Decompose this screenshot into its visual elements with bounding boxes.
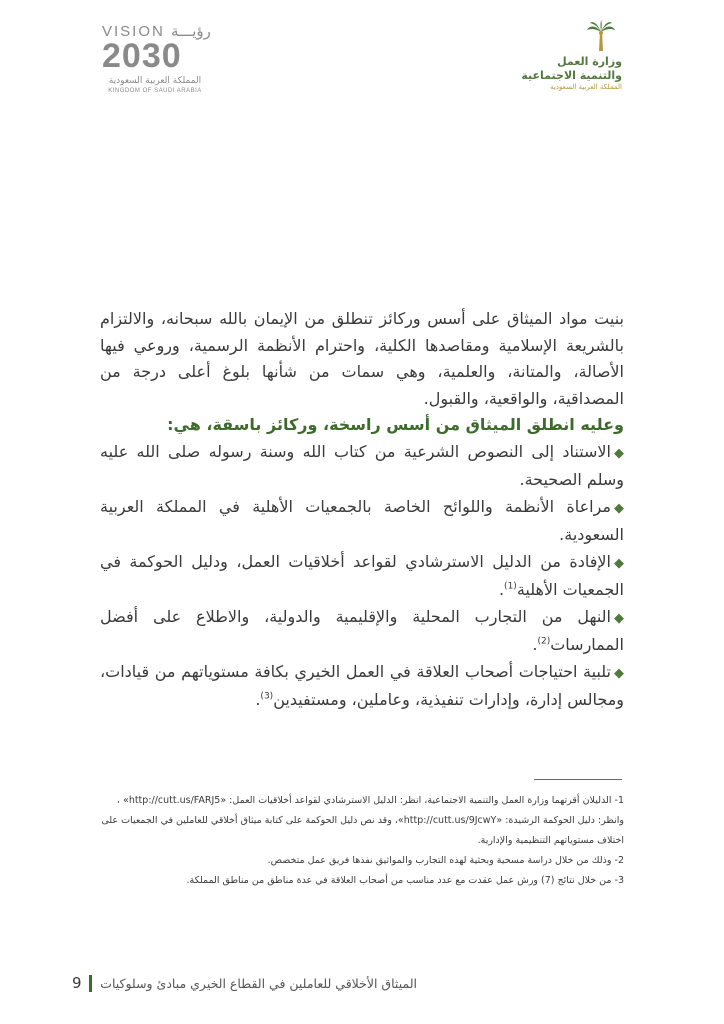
footnote-ref-1[interactable]: (1) — [504, 581, 517, 592]
ministry-logo — [521, 20, 630, 100]
footnote-ref-2[interactable]: (2) — [537, 636, 551, 647]
footnote-link[interactable]: http://cutt.us/9JcwY — [403, 815, 497, 826]
pillars-heading: وعليه انطلق الميثاق من أسس راسخة، وركائز باسقة، هي: — [167, 415, 624, 434]
ministry-name-line2: والتنمية الاجتماعية — [521, 69, 622, 82]
list-item: ◆الاستناد إلى النصوص الشرعية من كتاب الله وسنة رسوله صلى الله عليه وسلم الصحيحة. — [100, 441, 624, 489]
footnote-divider — [534, 779, 622, 780]
palm-tree-icon — [586, 20, 616, 52]
intro-paragraph: بنيت مواد الميثاق على أسس وركائز تنطلق من الإيمان بالله سبحانه، والالتزام بالشريعة الإسلامية ومقاصدها الكلية، واحترام الأنظمة الرسمية، وروعي فيها الأصالة، والمتانة، والعلمية، وهي سمات من شأنها بلوغ أعلى درجة من المصداقية، والواقعية، والقبول. — [100, 309, 624, 408]
footnotes — [100, 791, 624, 891]
page-number: 9 — [72, 974, 82, 992]
footer-title: الميثاق الأخلاقي للعاملين في القطاع الخيري مبادئ وسلوكيات — [100, 975, 417, 991]
diamond-bullet-icon: ◆ — [614, 610, 624, 626]
footnote-link[interactable]: http://cutt.us/FARJ5 — [128, 795, 221, 806]
ministry-country: المملكة العربية السعودية — [550, 83, 622, 91]
vision-title: VISION رؤيـــة — [102, 23, 211, 40]
diamond-bullet-icon: ◆ — [614, 445, 624, 461]
list-item: ◆مراعاة الأنظمة واللوائح الخاصة بالجمعيات الأهلية في المملكة العربية السعودية. — [100, 496, 624, 544]
vision-arabic-caption: المملكة العربية السعودية — [108, 76, 202, 86]
list-item: ◆النهل من التجارب المحلية والإقليمية والدولية، والاطلاع على أفضل الممارسات$^{(2)}$. — [100, 606, 624, 654]
vision-year: 2030 — [102, 37, 182, 75]
main-text — [100, 306, 624, 714]
vision-english-caption: KINGDOM OF SAUDI ARABIA — [108, 88, 202, 94]
footnote-3: 3- من خلال نتائج (7) ورش عمل عقدت مع عدد مناسب من أصحاب العلاقة في عدة مناطق من مناطق المملكة. — [186, 875, 624, 886]
list-item: ◆الإفادة من الدليل الاسترشادي لقواعد أخلاقيات العمل، ودليل الحوكمة في الجمعيات الأهلية$^{(1)}$. — [100, 551, 624, 599]
list-item: ◆تلبية احتياجات أصحاب العلاقة في العمل الخيري بكافة مستوياتهم من قيادات، ومجالس إدارة، وإدارات تنفيذية، وعاملين، ومستفيدين$^{(3)}$. — [100, 661, 624, 709]
diamond-bullet-icon: ◆ — [614, 500, 624, 516]
page-footer — [72, 973, 417, 993]
footnote-ref-3[interactable]: (3) — [260, 691, 274, 702]
vision-2030-logo — [100, 22, 210, 97]
ministry-name-line1: وزارة العمل — [557, 55, 622, 68]
footer-accent-bar — [89, 975, 92, 992]
diamond-bullet-icon: ◆ — [614, 665, 624, 681]
footnote-1: 1- الدليلان أقرتهما وزارة العمل والتنمية الاجتماعية، انظر: الدليل الاسترشادي لقواعد أخلاقيات العمل: «http://cutt.us/FARJ5» ، وانظر: دليل الحوكمة الرشيدة: «http://cutt.us/9JcwY»، وقد نص دليل الحوكمة على كتابة ميثاق أخلاقي للعاملين في الجمعيات على اختلاف مستوياتهم التنظيمية والإدارية. — [101, 795, 624, 846]
footnote-2: 2- وذلك من خلال دراسة مسحية وبحثية لهذه التجارب والمواثيق نفذها فريق عمل متخصص. — [267, 855, 624, 866]
diamond-bullet-icon: ◆ — [614, 555, 624, 571]
